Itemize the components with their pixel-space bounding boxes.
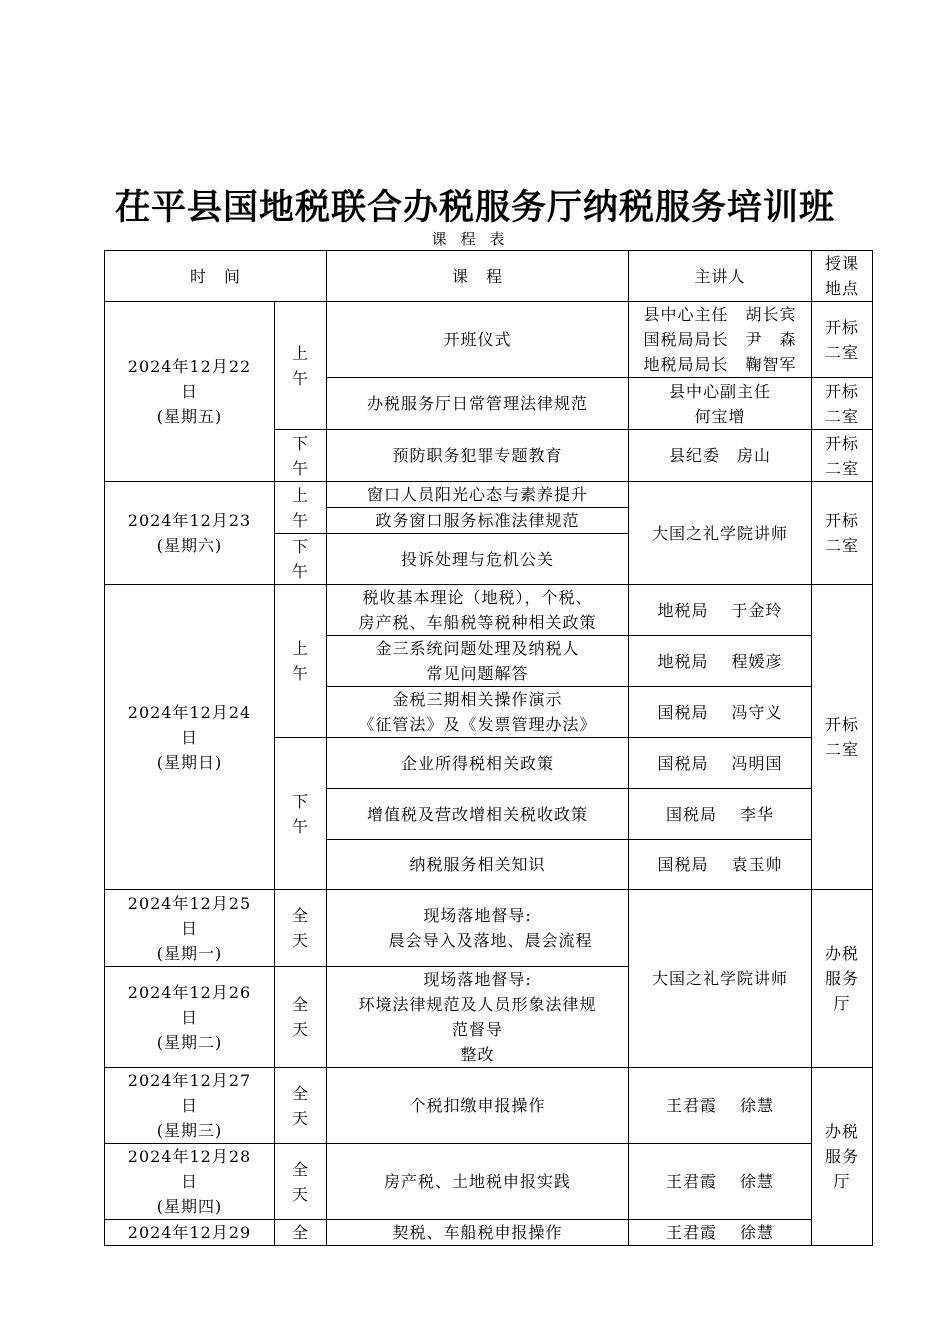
course-cell: 办税服务厅日常管理法律规范 [327, 378, 629, 430]
location-line: 二室 [825, 536, 860, 555]
date-line: 日 [180, 382, 198, 401]
period-cell: 下午 [275, 738, 327, 890]
date-line: 2024年12月27 [127, 1071, 252, 1090]
course-line: 税收基本理论（地税），个税、 [362, 588, 593, 607]
speaker-cell: 地税局 于金玲 [629, 585, 812, 636]
speaker-cell: 国税局 李华 [629, 789, 812, 840]
date-cell [105, 482, 275, 585]
speaker-cell: 王君霞 徐慧 [629, 1220, 812, 1246]
course-line: 现场落地督导: [423, 970, 532, 989]
course-cell: 窗口人员阳光心态与素养提升 [327, 482, 629, 508]
location-cell [812, 430, 873, 482]
course-cell [327, 967, 629, 1068]
location-line: 厅 [833, 1172, 851, 1191]
location-line: 开标 [825, 511, 860, 530]
location-line: 开标 [825, 381, 860, 401]
course-line: 晨会导入及落地、晨会流程 [388, 931, 593, 950]
course-cell [327, 890, 629, 967]
course-cell: 预防职务犯罪专题教育 [327, 430, 629, 482]
weekday-label: (星期一) [156, 943, 223, 963]
speaker-cell: 王君霞 徐慧 [629, 1068, 812, 1144]
period-cell: 全天 [275, 890, 327, 967]
speaker-line: 何宝增 [694, 406, 746, 426]
speaker-cell: 王君霞 徐慧 [629, 1144, 812, 1220]
period-cell: 下午 [275, 534, 327, 585]
location-line: 二室 [825, 458, 860, 478]
location-cell [812, 890, 873, 1068]
date-line: 2024年12月22 [127, 357, 252, 376]
course-line: 常见问题解答 [426, 664, 529, 683]
table-row [105, 585, 873, 636]
table-row [105, 482, 873, 508]
date-line: 日 [180, 918, 198, 938]
course-line: 房产税、车船税等税种相关政策 [358, 613, 597, 632]
location-line: 办税 [825, 1122, 860, 1141]
document-subtitle: 课程表 [431, 230, 519, 248]
weekday-label: (星期二) [156, 1032, 223, 1052]
table-row [105, 1068, 873, 1144]
date-line: 日 [180, 1096, 198, 1115]
period-cell: 上午 [275, 482, 327, 534]
speaker-cell: 县纪委 房山 [629, 430, 812, 482]
course-cell: 纳税服务相关知识 [327, 840, 629, 890]
speaker-cell: 国税局 袁玉帅 [629, 840, 812, 890]
table-row [105, 1144, 873, 1220]
date-line: 日 [180, 727, 198, 747]
course-cell [327, 636, 629, 687]
header-location [812, 251, 873, 302]
date-line: 日 [180, 1172, 198, 1191]
speaker-line: 国税局局长 尹 森 [643, 330, 797, 349]
location-cell [812, 482, 873, 585]
date-cell: 2024年12月29 [105, 1220, 275, 1246]
header-location-line2: 地点 [825, 279, 860, 298]
location-cell [812, 302, 873, 378]
weekday-label: (星期四) [156, 1197, 223, 1216]
location-line: 二室 [825, 740, 860, 759]
date-line: 2024年12月24 [127, 702, 252, 722]
period-cell: 上午 [275, 585, 327, 738]
speaker-line: 县中心副主任 [669, 381, 772, 401]
table-row [105, 890, 873, 967]
date-line: 2024年12月25 [127, 893, 252, 913]
course-line: 现场落地督导: [423, 906, 532, 925]
weekday-label: (星期三) [156, 1121, 223, 1140]
speaker-cell [629, 378, 812, 430]
course-cell [327, 687, 629, 738]
speaker-cell: 大国之礼学院讲师 [629, 482, 812, 585]
speaker-line: 县中心主任 胡长宾 [643, 305, 797, 324]
date-cell [105, 302, 275, 482]
course-cell: 开班仪式 [327, 302, 629, 378]
course-cell: 投诉处理与危机公关 [327, 534, 629, 585]
course-line: 《征管法》及《发票管理办法》 [358, 715, 597, 734]
schedule-table [104, 250, 873, 1246]
period-cell: 全 [275, 1220, 327, 1246]
course-cell: 政务窗口服务标准法律规范 [327, 508, 629, 534]
location-line: 开标 [825, 317, 860, 337]
location-line: 开标 [825, 433, 860, 453]
speaker-cell [629, 302, 812, 378]
table-header-row [105, 251, 873, 302]
period-cell: 下午 [275, 430, 327, 482]
location-line: 厅 [833, 994, 851, 1013]
date-cell [105, 1144, 275, 1220]
location-cell [812, 585, 873, 890]
course-line: 金三系统问题处理及纳税人 [375, 639, 580, 658]
date-line: 2024年12月26 [127, 982, 252, 1002]
location-line: 开标 [825, 715, 860, 734]
course-cell: 增值税及营改增相关税收政策 [327, 789, 629, 840]
location-line: 办税 [825, 944, 860, 963]
course-line: 金税三期相关操作演示 [392, 690, 563, 709]
speaker-cell: 国税局 冯守义 [629, 687, 812, 738]
date-line: 日 [180, 1007, 198, 1027]
course-cell: 个税扣缴申报操作 [327, 1068, 629, 1144]
location-line: 服务 [825, 1147, 860, 1166]
weekday-label: (星期日) [156, 752, 223, 772]
location-cell [812, 1068, 873, 1246]
date-cell [105, 1068, 275, 1144]
period-cell: 全天 [275, 1144, 327, 1220]
table-row [105, 302, 873, 378]
speaker-cell: 大国之礼学院讲师 [629, 890, 812, 1068]
date-cell [105, 890, 275, 967]
header-speaker: 主讲人 [629, 251, 812, 302]
speaker-cell: 地税局 程媛彦 [629, 636, 812, 687]
speaker-cell: 国税局 冯明国 [629, 738, 812, 789]
weekday-label: (星期六) [156, 536, 223, 555]
header-location-line1: 授课 [825, 254, 860, 273]
course-line: 环境法律规范及人员形象法律规 [358, 995, 597, 1014]
course-line: 范督导 [452, 1020, 504, 1039]
course-cell: 契税、车船税申报操作 [327, 1220, 629, 1246]
location-cell [812, 378, 873, 430]
course-line: 整改 [460, 1045, 495, 1064]
location-line: 二室 [825, 406, 860, 426]
date-cell [105, 585, 275, 890]
course-cell: 房产税、土地税申报实践 [327, 1144, 629, 1220]
period-cell: 全天 [275, 967, 327, 1068]
location-line: 二室 [825, 342, 860, 362]
date-cell [105, 967, 275, 1068]
location-line: 服务 [825, 969, 860, 988]
period-cell: 上午 [275, 302, 327, 430]
table-row [105, 1220, 873, 1246]
speaker-line: 地税局局长 鞠智军 [643, 355, 797, 374]
header-course: 课 程 [327, 251, 629, 302]
period-cell: 全天 [275, 1068, 327, 1144]
weekday-label: (星期五) [156, 407, 223, 426]
header-time: 时 间 [105, 251, 327, 302]
date-line: 2024年12月23 [127, 511, 252, 530]
course-cell: 企业所得税相关政策 [327, 738, 629, 789]
date-line: 2024年12月28 [127, 1147, 252, 1166]
document-title: 茌平县国地税联合办税服务厅纳税服务培训班 [114, 188, 835, 228]
course-cell [327, 585, 629, 636]
